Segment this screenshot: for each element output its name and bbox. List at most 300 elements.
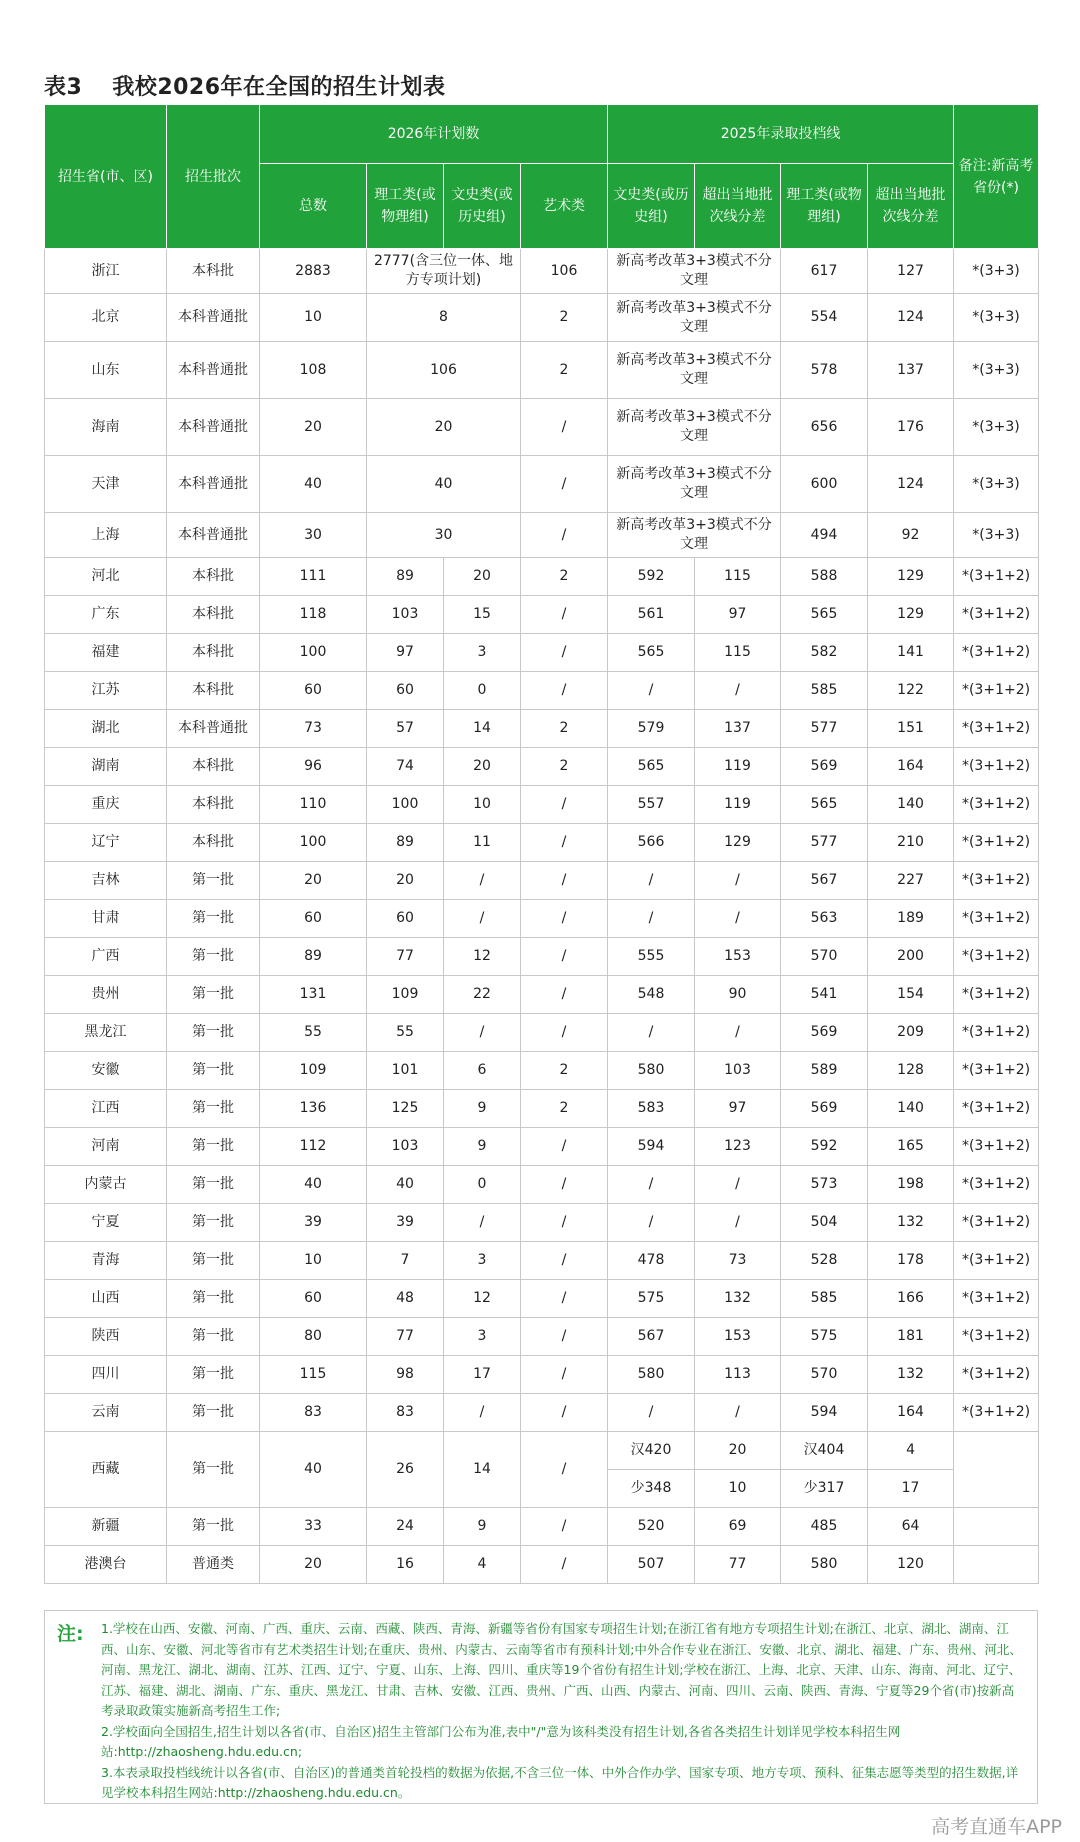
science-cell: 83 bbox=[367, 1394, 444, 1432]
note-cell: *(3+1+2) bbox=[954, 596, 1039, 634]
science-cell: 74 bbox=[367, 748, 444, 786]
table-row bbox=[45, 596, 1039, 634]
province-cell: 福建 bbox=[45, 634, 167, 672]
total-cell: 20 bbox=[260, 1546, 367, 1584]
arts-score-cell: 580 bbox=[608, 1356, 695, 1394]
science-score-cell: 580 bbox=[781, 1546, 868, 1584]
science-over-cell: 17 bbox=[868, 1470, 954, 1508]
art-cell: / bbox=[521, 786, 608, 824]
science-cell: 89 bbox=[367, 558, 444, 596]
arts-over-cell: / bbox=[695, 672, 781, 710]
arts-score-cell: 557 bbox=[608, 786, 695, 824]
arts-cell: 3 bbox=[444, 634, 521, 672]
batch-cell: 第一批 bbox=[167, 1014, 260, 1052]
art-cell: / bbox=[521, 1356, 608, 1394]
arts-score-cell: / bbox=[608, 862, 695, 900]
arts-over-cell: 129 bbox=[695, 824, 781, 862]
total-cell: 100 bbox=[260, 824, 367, 862]
arts-over-cell: 20 bbox=[695, 1432, 781, 1470]
batch-cell: 本科普通批 bbox=[167, 456, 260, 513]
province-cell: 四川 bbox=[45, 1356, 167, 1394]
batch-cell: 第一批 bbox=[167, 1356, 260, 1394]
science-score-cell: 585 bbox=[781, 672, 868, 710]
province-cell: 山西 bbox=[45, 1280, 167, 1318]
note-cell: *(3+1+2) bbox=[954, 672, 1039, 710]
province-cell: 青海 bbox=[45, 1242, 167, 1280]
art-cell: 106 bbox=[521, 249, 608, 294]
note-cell: *(3+1+2) bbox=[954, 634, 1039, 672]
table-row bbox=[45, 938, 1039, 976]
art-cell: 2 bbox=[521, 710, 608, 748]
science-over-cell: 227 bbox=[868, 862, 954, 900]
science-score-cell: 575 bbox=[781, 1318, 868, 1356]
batch-cell: 本科批 bbox=[167, 634, 260, 672]
arts-score-cell: 565 bbox=[608, 748, 695, 786]
header-art: 艺术类 bbox=[521, 164, 608, 249]
note-cell: *(3+1+2) bbox=[954, 748, 1039, 786]
note-item-2: 2.学校面向全国招生,招生计划以各省(市、自治区)招生主管部门公布为准,表中"/"意为该科类没有招生计划,各省各类招生计划详见学校本科招生网站:http://zhaosheng.hdu.edu.cn; bbox=[101, 1723, 901, 1759]
province-cell: 黑龙江 bbox=[45, 1014, 167, 1052]
table-row bbox=[45, 1508, 1039, 1546]
arts-score-cell: 575 bbox=[608, 1280, 695, 1318]
science-score-cell: 600 bbox=[781, 456, 868, 513]
header-science: 理工类(或物理组) bbox=[367, 164, 444, 249]
header-science-over: 超出当地批次线分差 bbox=[868, 164, 954, 249]
arts-cell: / bbox=[444, 1014, 521, 1052]
arts-cell: 15 bbox=[444, 596, 521, 634]
arts-cell: 14 bbox=[444, 1432, 521, 1508]
total-cell: 89 bbox=[260, 938, 367, 976]
science-score-cell: 617 bbox=[781, 249, 868, 294]
batch-cell: 本科批 bbox=[167, 824, 260, 862]
total-cell: 112 bbox=[260, 1128, 367, 1166]
science-over-cell: 129 bbox=[868, 558, 954, 596]
header-province: 招生省(市、区) bbox=[45, 105, 167, 249]
note-cell: *(3+3) bbox=[954, 399, 1039, 456]
note-item-3: 3.本表录取投档线统计以各省(市、自治区)的普通类首轮投档的数据为依据,不含三位一体、中外合作办学、国家专项、地方专项、预科、征集志愿等类型的招生数据,详见学校本科招生网站:http://zhaosheng.hdu.edu.cn。 bbox=[101, 1764, 1019, 1800]
arts-over-cell: 113 bbox=[695, 1356, 781, 1394]
batch-cell: 第一批 bbox=[167, 1090, 260, 1128]
arts-score-cell: 594 bbox=[608, 1128, 695, 1166]
science-score-cell: 494 bbox=[781, 513, 868, 558]
province-cell: 云南 bbox=[45, 1394, 167, 1432]
arts-score-cell: 548 bbox=[608, 976, 695, 1014]
art-cell: / bbox=[521, 862, 608, 900]
arts-over-cell: / bbox=[695, 1394, 781, 1432]
table-row bbox=[45, 1546, 1039, 1584]
science-score-cell: 485 bbox=[781, 1508, 868, 1546]
science-over-cell: 166 bbox=[868, 1280, 954, 1318]
arts-score-cell: / bbox=[608, 672, 695, 710]
art-cell: / bbox=[521, 456, 608, 513]
table-row bbox=[45, 786, 1039, 824]
batch-cell: 第一批 bbox=[167, 1128, 260, 1166]
total-cell: 40 bbox=[260, 1432, 367, 1508]
province-cell: 广西 bbox=[45, 938, 167, 976]
science-over-cell: 129 bbox=[868, 596, 954, 634]
arts-over-cell: 103 bbox=[695, 1052, 781, 1090]
science-cell: 101 bbox=[367, 1052, 444, 1090]
science-cell: 40 bbox=[367, 1166, 444, 1204]
science-over-cell: 200 bbox=[868, 938, 954, 976]
province-cell: 湖南 bbox=[45, 748, 167, 786]
arts-over-cell: / bbox=[695, 1014, 781, 1052]
science-cell: 89 bbox=[367, 824, 444, 862]
note-cell: *(3+1+2) bbox=[954, 1014, 1039, 1052]
table-row bbox=[45, 710, 1039, 748]
arts-cell: 20 bbox=[444, 558, 521, 596]
art-cell: / bbox=[521, 1014, 608, 1052]
total-cell: 118 bbox=[260, 596, 367, 634]
art-cell: / bbox=[521, 1508, 608, 1546]
reform-cell: 新高考改革3+3模式不分文理 bbox=[608, 249, 781, 294]
note-cell: *(3+1+2) bbox=[954, 976, 1039, 1014]
total-cell: 2883 bbox=[260, 249, 367, 294]
arts-cell: 9 bbox=[444, 1128, 521, 1166]
batch-cell: 普通类 bbox=[167, 1546, 260, 1584]
province-cell: 山东 bbox=[45, 342, 167, 399]
science-score-cell: 577 bbox=[781, 824, 868, 862]
province-cell: 内蒙古 bbox=[45, 1166, 167, 1204]
science-over-cell: 141 bbox=[868, 634, 954, 672]
arts-score-cell: 507 bbox=[608, 1546, 695, 1584]
science-score-cell: 578 bbox=[781, 342, 868, 399]
arts-over-cell: 123 bbox=[695, 1128, 781, 1166]
table-row bbox=[45, 824, 1039, 862]
total-cell: 80 bbox=[260, 1318, 367, 1356]
art-cell: / bbox=[521, 1432, 608, 1508]
note-cell: *(3+1+2) bbox=[954, 824, 1039, 862]
art-cell: / bbox=[521, 976, 608, 1014]
arts-over-cell: 77 bbox=[695, 1546, 781, 1584]
province-cell: 浙江 bbox=[45, 249, 167, 294]
science-over-cell: 189 bbox=[868, 900, 954, 938]
batch-cell: 第一批 bbox=[167, 1052, 260, 1090]
art-cell: / bbox=[521, 1242, 608, 1280]
science-over-cell: 210 bbox=[868, 824, 954, 862]
note-cell: *(3+1+2) bbox=[954, 558, 1039, 596]
table-row bbox=[45, 672, 1039, 710]
art-cell: / bbox=[521, 513, 608, 558]
science-score-cell: 656 bbox=[781, 399, 868, 456]
batch-cell: 本科普通批 bbox=[167, 710, 260, 748]
arts-score-cell: / bbox=[608, 1394, 695, 1432]
total-cell: 73 bbox=[260, 710, 367, 748]
arts-cell: 17 bbox=[444, 1356, 521, 1394]
art-cell: / bbox=[521, 1318, 608, 1356]
science-score-cell: 592 bbox=[781, 1128, 868, 1166]
batch-cell: 第一批 bbox=[167, 900, 260, 938]
science-score-cell: 570 bbox=[781, 1356, 868, 1394]
batch-cell: 本科批 bbox=[167, 748, 260, 786]
table-row bbox=[45, 1128, 1039, 1166]
total-cell: 55 bbox=[260, 1014, 367, 1052]
science-score-cell: 少317 bbox=[781, 1470, 868, 1508]
table-row bbox=[45, 513, 1039, 558]
batch-cell: 第一批 bbox=[167, 1432, 260, 1508]
table-row bbox=[45, 294, 1039, 342]
total-cell: 136 bbox=[260, 1090, 367, 1128]
art-cell: / bbox=[521, 672, 608, 710]
total-cell: 109 bbox=[260, 1052, 367, 1090]
province-cell: 湖北 bbox=[45, 710, 167, 748]
batch-cell: 第一批 bbox=[167, 1508, 260, 1546]
arts-cell: 20 bbox=[444, 748, 521, 786]
batch-cell: 本科普通批 bbox=[167, 399, 260, 456]
art-cell: 2 bbox=[521, 294, 608, 342]
arts-cell: 12 bbox=[444, 938, 521, 976]
arts-score-cell: 580 bbox=[608, 1052, 695, 1090]
arts-score-cell: 567 bbox=[608, 1318, 695, 1356]
province-cell: 辽宁 bbox=[45, 824, 167, 862]
merged-plan-cell: 30 bbox=[367, 513, 521, 558]
reform-cell: 新高考改革3+3模式不分文理 bbox=[608, 456, 781, 513]
table-row bbox=[45, 1394, 1039, 1432]
art-cell: / bbox=[521, 900, 608, 938]
science-cell: 60 bbox=[367, 672, 444, 710]
table-row bbox=[45, 1090, 1039, 1128]
arts-cell: / bbox=[444, 1204, 521, 1242]
science-score-cell: 565 bbox=[781, 596, 868, 634]
province-cell: 西藏 bbox=[45, 1432, 167, 1508]
total-cell: 20 bbox=[260, 399, 367, 456]
arts-score-cell: 592 bbox=[608, 558, 695, 596]
science-score-cell: 569 bbox=[781, 1014, 868, 1052]
science-score-cell: 569 bbox=[781, 1090, 868, 1128]
note-cell: *(3+1+2) bbox=[954, 786, 1039, 824]
science-cell: 103 bbox=[367, 596, 444, 634]
province-cell: 海南 bbox=[45, 399, 167, 456]
watermark-text: 高考直通车APP bbox=[931, 1816, 1062, 1838]
art-cell: / bbox=[521, 1280, 608, 1318]
reform-cell: 新高考改革3+3模式不分文理 bbox=[608, 342, 781, 399]
art-cell: / bbox=[521, 1166, 608, 1204]
science-cell: 16 bbox=[367, 1546, 444, 1584]
note-cell: *(3+1+2) bbox=[954, 1318, 1039, 1356]
province-cell: 安徽 bbox=[45, 1052, 167, 1090]
table-row bbox=[45, 1166, 1039, 1204]
art-cell: 2 bbox=[521, 1052, 608, 1090]
arts-cell: 22 bbox=[444, 976, 521, 1014]
arts-cell: 9 bbox=[444, 1508, 521, 1546]
note-cell bbox=[954, 1508, 1039, 1546]
arts-over-cell: 153 bbox=[695, 1318, 781, 1356]
arts-cell: / bbox=[444, 1394, 521, 1432]
arts-over-cell: 115 bbox=[695, 558, 781, 596]
science-score-cell: 541 bbox=[781, 976, 868, 1014]
arts-over-cell: 73 bbox=[695, 1242, 781, 1280]
total-cell: 10 bbox=[260, 1242, 367, 1280]
batch-cell: 本科普通批 bbox=[167, 513, 260, 558]
batch-cell: 本科批 bbox=[167, 672, 260, 710]
arts-over-cell: 10 bbox=[695, 1470, 781, 1508]
arts-over-cell: 153 bbox=[695, 938, 781, 976]
science-over-cell: 92 bbox=[868, 513, 954, 558]
header-note: 备注:新高考省份(*) bbox=[954, 105, 1039, 249]
arts-over-cell: / bbox=[695, 1204, 781, 1242]
table-row bbox=[45, 1204, 1039, 1242]
note-cell: *(3+1+2) bbox=[954, 900, 1039, 938]
arts-score-cell: / bbox=[608, 900, 695, 938]
arts-cell: 10 bbox=[444, 786, 521, 824]
science-over-cell: 122 bbox=[868, 672, 954, 710]
note-cell: *(3+1+2) bbox=[954, 1242, 1039, 1280]
arts-over-cell: 115 bbox=[695, 634, 781, 672]
total-cell: 110 bbox=[260, 786, 367, 824]
arts-score-cell: 478 bbox=[608, 1242, 695, 1280]
science-over-cell: 154 bbox=[868, 976, 954, 1014]
arts-over-cell: 97 bbox=[695, 1090, 781, 1128]
merged-plan-cell: 8 bbox=[367, 294, 521, 342]
enrollment-plan-table bbox=[44, 104, 1039, 1584]
batch-cell: 第一批 bbox=[167, 1394, 260, 1432]
art-cell: 2 bbox=[521, 748, 608, 786]
art-cell: / bbox=[521, 1128, 608, 1166]
merged-plan-cell: 40 bbox=[367, 456, 521, 513]
arts-cell: 11 bbox=[444, 824, 521, 862]
note-cell: *(3+1+2) bbox=[954, 1394, 1039, 1432]
art-cell: / bbox=[521, 1394, 608, 1432]
reform-cell: 新高考改革3+3模式不分文理 bbox=[608, 294, 781, 342]
note-cell: *(3+1+2) bbox=[954, 1128, 1039, 1166]
science-over-cell: 165 bbox=[868, 1128, 954, 1166]
note-cell: *(3+1+2) bbox=[954, 862, 1039, 900]
note-cell: *(3+3) bbox=[954, 249, 1039, 294]
notes-mark: 注: bbox=[57, 1623, 84, 1645]
table-row bbox=[45, 1280, 1039, 1318]
province-cell: 北京 bbox=[45, 294, 167, 342]
science-cell: 24 bbox=[367, 1508, 444, 1546]
science-over-cell: 140 bbox=[868, 1090, 954, 1128]
science-cell: 60 bbox=[367, 900, 444, 938]
note-cell: *(3+3) bbox=[954, 456, 1039, 513]
arts-score-cell: / bbox=[608, 1204, 695, 1242]
batch-cell: 本科批 bbox=[167, 786, 260, 824]
science-cell: 48 bbox=[367, 1280, 444, 1318]
total-cell: 20 bbox=[260, 862, 367, 900]
science-cell: 39 bbox=[367, 1204, 444, 1242]
province-cell: 重庆 bbox=[45, 786, 167, 824]
table-row bbox=[45, 456, 1039, 513]
arts-cell: / bbox=[444, 900, 521, 938]
science-cell: 55 bbox=[367, 1014, 444, 1052]
province-cell: 甘肃 bbox=[45, 900, 167, 938]
total-cell: 10 bbox=[260, 294, 367, 342]
science-score-cell: 573 bbox=[781, 1166, 868, 1204]
total-cell: 60 bbox=[260, 900, 367, 938]
total-cell: 108 bbox=[260, 342, 367, 399]
arts-cell: / bbox=[444, 862, 521, 900]
science-cell: 7 bbox=[367, 1242, 444, 1280]
arts-cell: 0 bbox=[444, 1166, 521, 1204]
art-cell: / bbox=[521, 824, 608, 862]
batch-cell: 第一批 bbox=[167, 1318, 260, 1356]
arts-over-cell: / bbox=[695, 900, 781, 938]
batch-cell: 本科普通批 bbox=[167, 342, 260, 399]
science-over-cell: 124 bbox=[868, 456, 954, 513]
table-row bbox=[45, 399, 1039, 456]
header-arts: 文史类(或历史组) bbox=[444, 164, 521, 249]
reform-cell: 新高考改革3+3模式不分文理 bbox=[608, 513, 781, 558]
total-cell: 33 bbox=[260, 1508, 367, 1546]
science-over-cell: 176 bbox=[868, 399, 954, 456]
table-row bbox=[45, 900, 1039, 938]
total-cell: 83 bbox=[260, 1394, 367, 1432]
science-cell: 20 bbox=[367, 862, 444, 900]
table-row bbox=[45, 558, 1039, 596]
science-cell: 125 bbox=[367, 1090, 444, 1128]
arts-score-cell: 561 bbox=[608, 596, 695, 634]
arts-cell: 4 bbox=[444, 1546, 521, 1584]
table-row bbox=[45, 1432, 1039, 1470]
science-cell: 98 bbox=[367, 1356, 444, 1394]
arts-score-cell: / bbox=[608, 1014, 695, 1052]
note-cell: *(3+1+2) bbox=[954, 938, 1039, 976]
arts-cell: 0 bbox=[444, 672, 521, 710]
table-row bbox=[45, 748, 1039, 786]
arts-over-cell: 119 bbox=[695, 748, 781, 786]
science-score-cell: 585 bbox=[781, 1280, 868, 1318]
note-cell bbox=[954, 1546, 1039, 1584]
science-over-cell: 164 bbox=[868, 748, 954, 786]
note-cell: *(3+1+2) bbox=[954, 1090, 1039, 1128]
art-cell: 2 bbox=[521, 342, 608, 399]
table-number: 表3 bbox=[44, 75, 83, 100]
arts-cell: 6 bbox=[444, 1052, 521, 1090]
science-over-cell: 151 bbox=[868, 710, 954, 748]
batch-cell: 本科批 bbox=[167, 558, 260, 596]
science-over-cell: 64 bbox=[868, 1508, 954, 1546]
arts-score-cell: 555 bbox=[608, 938, 695, 976]
art-cell: 2 bbox=[521, 558, 608, 596]
province-cell: 天津 bbox=[45, 456, 167, 513]
note-cell: *(3+1+2) bbox=[954, 1356, 1039, 1394]
arts-score-cell: 579 bbox=[608, 710, 695, 748]
science-cell: 100 bbox=[367, 786, 444, 824]
science-score-cell: 569 bbox=[781, 748, 868, 786]
batch-cell: 第一批 bbox=[167, 1204, 260, 1242]
table-row bbox=[45, 634, 1039, 672]
province-cell: 新疆 bbox=[45, 1508, 167, 1546]
arts-over-cell: 132 bbox=[695, 1280, 781, 1318]
table-row bbox=[45, 862, 1039, 900]
province-cell: 吉林 bbox=[45, 862, 167, 900]
science-cell: 97 bbox=[367, 634, 444, 672]
table-row bbox=[45, 342, 1039, 399]
total-cell: 60 bbox=[260, 672, 367, 710]
science-score-cell: 563 bbox=[781, 900, 868, 938]
total-cell: 111 bbox=[260, 558, 367, 596]
science-cell: 77 bbox=[367, 1318, 444, 1356]
science-over-cell: 140 bbox=[868, 786, 954, 824]
province-cell: 港澳台 bbox=[45, 1546, 167, 1584]
table-row bbox=[45, 1356, 1039, 1394]
science-score-cell: 汉404 bbox=[781, 1432, 868, 1470]
note-cell: *(3+1+2) bbox=[954, 1280, 1039, 1318]
arts-over-cell: 137 bbox=[695, 710, 781, 748]
note-cell: *(3+1+2) bbox=[954, 1166, 1039, 1204]
total-cell: 100 bbox=[260, 634, 367, 672]
science-score-cell: 504 bbox=[781, 1204, 868, 1242]
total-cell: 39 bbox=[260, 1204, 367, 1242]
science-cell: 26 bbox=[367, 1432, 444, 1508]
science-over-cell: 120 bbox=[868, 1546, 954, 1584]
province-cell: 上海 bbox=[45, 513, 167, 558]
science-score-cell: 588 bbox=[781, 558, 868, 596]
arts-score-cell: 566 bbox=[608, 824, 695, 862]
arts-over-cell: 119 bbox=[695, 786, 781, 824]
art-cell: / bbox=[521, 399, 608, 456]
